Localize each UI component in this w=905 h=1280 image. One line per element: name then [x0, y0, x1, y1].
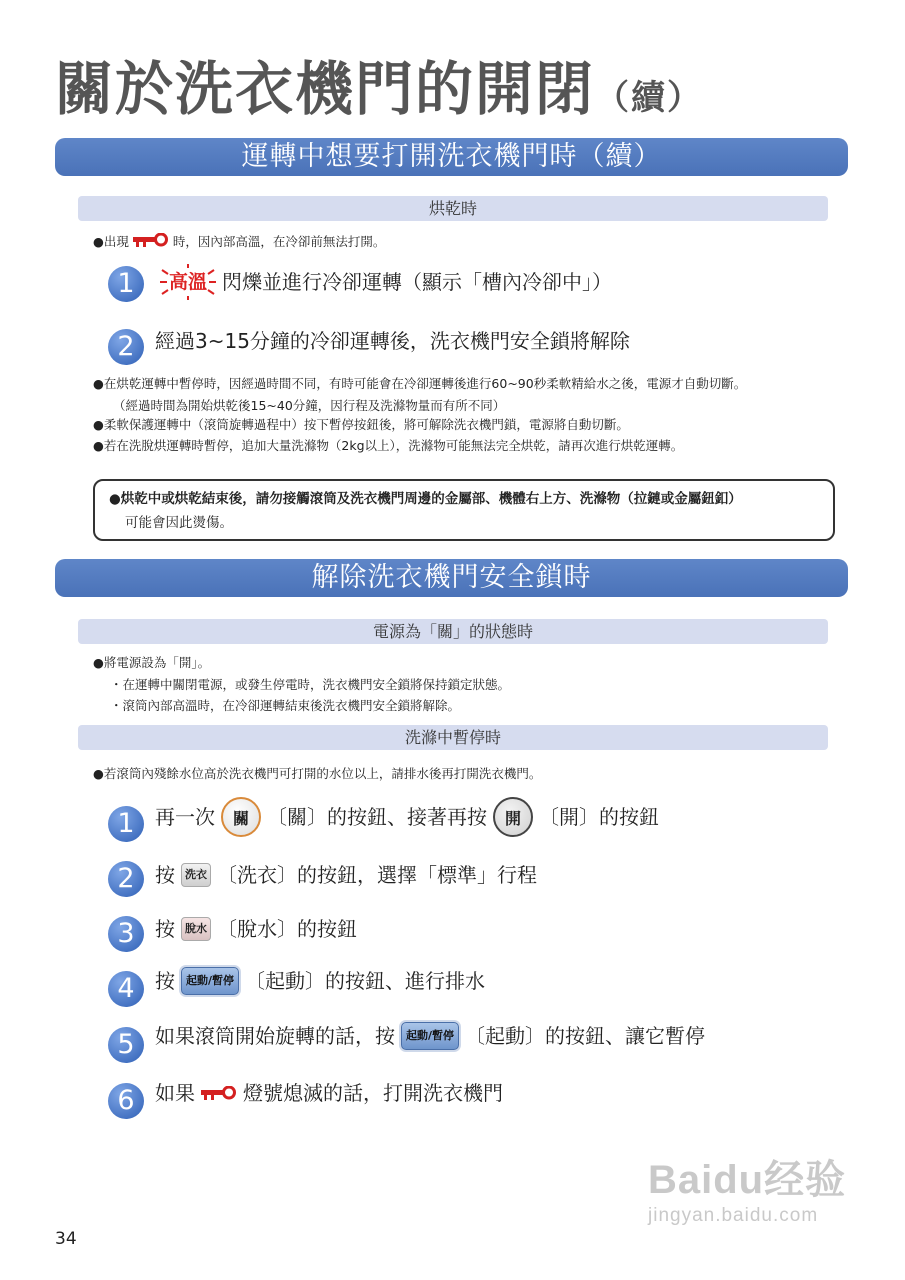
- watermark-line2: jingyan.baidu.com: [648, 1205, 819, 1226]
- release-step-4-post: 〔起動〕的按鈕、進行排水: [245, 969, 486, 993]
- on-button: 開: [493, 797, 533, 837]
- intro-note-post: 時，因內部高溫，在冷卻前無法打開。: [172, 234, 386, 249]
- step-number-3: 3: [108, 916, 144, 952]
- burn-warning-line2: 可能會因此燙傷。: [125, 515, 233, 531]
- high-temp-badge: [160, 264, 216, 300]
- subheading-paused: 洗滌中暫停時: [78, 725, 828, 750]
- watermark-line1: Baidu经验: [648, 1158, 847, 1202]
- power-off-note-1: ●將電源設為「開」。: [93, 655, 211, 670]
- release-step-3: [155, 914, 357, 944]
- subheading-drying: 烘乾時: [78, 196, 828, 221]
- release-step-1-post: 〔開〕的按鈕: [539, 805, 659, 829]
- burn-warning-box: [93, 479, 835, 541]
- start-pause-button: 起動/暫停: [181, 967, 239, 995]
- page-title: [55, 42, 703, 126]
- drying-step-2: 經過3~15分鐘的冷卻運轉後，洗衣機門安全鎖將解除: [155, 329, 630, 353]
- step-number-2: 2: [108, 861, 144, 897]
- power-off-note-3: ・滾筒內部高溫時，在冷卻運轉結束後洗衣機門安全鎖將解除。: [110, 698, 461, 713]
- paused-note-1: ●若滾筒內殘餘水位高於洗衣機門可打開的水位以上，請排水後再打開洗衣機門。: [93, 766, 542, 781]
- intro-note: [93, 233, 385, 252]
- step-number-1: 1: [108, 266, 144, 302]
- release-step-2-pre: 按: [155, 863, 175, 887]
- intro-note-pre: ●出現: [93, 234, 129, 249]
- start-pause-button: 起動/暫停: [401, 1022, 459, 1050]
- release-step-1: [155, 797, 659, 837]
- drying-step-1: [160, 264, 612, 300]
- power-off-note-2: ・在運轉中關閉電源，或發生停電時，洗衣機門安全鎖將保持鎖定狀態。: [110, 677, 511, 692]
- subheading-power-off: 電源為「關」的狀態時: [78, 619, 828, 644]
- step-number-2: 2: [108, 329, 144, 365]
- page-number: 34: [55, 1229, 77, 1249]
- drying-note-3: ●柔軟保護運轉中（滾筒旋轉過程中）按下暫停按鈕後，將可解除洗衣機門鎖，電源將自動切斷。: [93, 417, 629, 432]
- spin-button: 脫水: [181, 917, 211, 941]
- release-step-4: [155, 966, 485, 996]
- release-step-5-pre: 如果滾筒開始旋轉的話，按: [155, 1024, 395, 1048]
- release-step-1-mid: 〔關〕的按鈕、接著再按: [267, 805, 487, 829]
- drying-note-1: ●在烘乾運轉中暫停時，因經過時間不同，有時可能會在冷卻運轉後進行60~90秒柔軟精給水之後，電源才自動切斷。: [93, 376, 747, 391]
- release-step-2: [155, 860, 537, 890]
- page-title-sub: （續）: [595, 78, 704, 118]
- off-button: 關: [221, 797, 261, 837]
- release-step-3-post: 〔脫水〕的按鈕: [217, 917, 357, 941]
- release-step-6-post: 燈號熄滅的話，打開洗衣機門: [243, 1081, 503, 1105]
- release-step-5: [155, 1021, 705, 1051]
- step-number-1: 1: [108, 806, 144, 842]
- page-title-main: 關於洗衣機門的開閉: [55, 55, 596, 123]
- section-heading-door-open: 運轉中想要打開洗衣機門時（續）: [55, 138, 848, 176]
- drying-note-4: ●若在洗脫烘運轉時暫停，追加大量洗滌物（2kg以上），洗滌物可能無法完全烘乾，請再次進行烘乾運轉。: [93, 438, 684, 453]
- step-number-4: 4: [108, 971, 144, 1007]
- wash-button: 洗衣: [181, 863, 211, 887]
- step-number-6: 6: [108, 1083, 144, 1119]
- drying-note-2: （經過時間為開始烘乾後15~40分鐘，因行程及洗滌物量而有所不同）: [113, 398, 506, 413]
- release-step-3-pre: 按: [155, 917, 175, 941]
- key-icon: [201, 1078, 237, 1108]
- watermark: [648, 1148, 846, 1227]
- release-step-5-post: 〔起動〕的按鈕、讓它暫停: [465, 1024, 706, 1048]
- release-step-2-post: 〔洗衣〕的按鈕，選擇「標準」行程: [217, 863, 537, 887]
- drying-step-1-text: 閃爍並進行冷卻運轉（顯示「槽內冷卻中」）: [222, 270, 612, 294]
- burn-warning-line1: ●烘乾中或烘乾結束後，請勿接觸滾筒及洗衣機門周邊的金屬部、機體右上方、洗滌物（拉鏈或金屬鈕釦）: [109, 491, 742, 507]
- high-temp-badge-text: 高溫: [168, 271, 207, 293]
- release-step-6: [155, 1078, 503, 1108]
- section-heading-release-lock: 解除洗衣機門安全鎖時: [55, 559, 848, 597]
- release-step-4-pre: 按: [155, 969, 175, 993]
- release-step-6-pre: 如果: [155, 1081, 195, 1105]
- step-number-5: 5: [108, 1027, 144, 1063]
- key-icon: [133, 233, 169, 252]
- release-step-1-pre: 再一次: [155, 805, 215, 829]
